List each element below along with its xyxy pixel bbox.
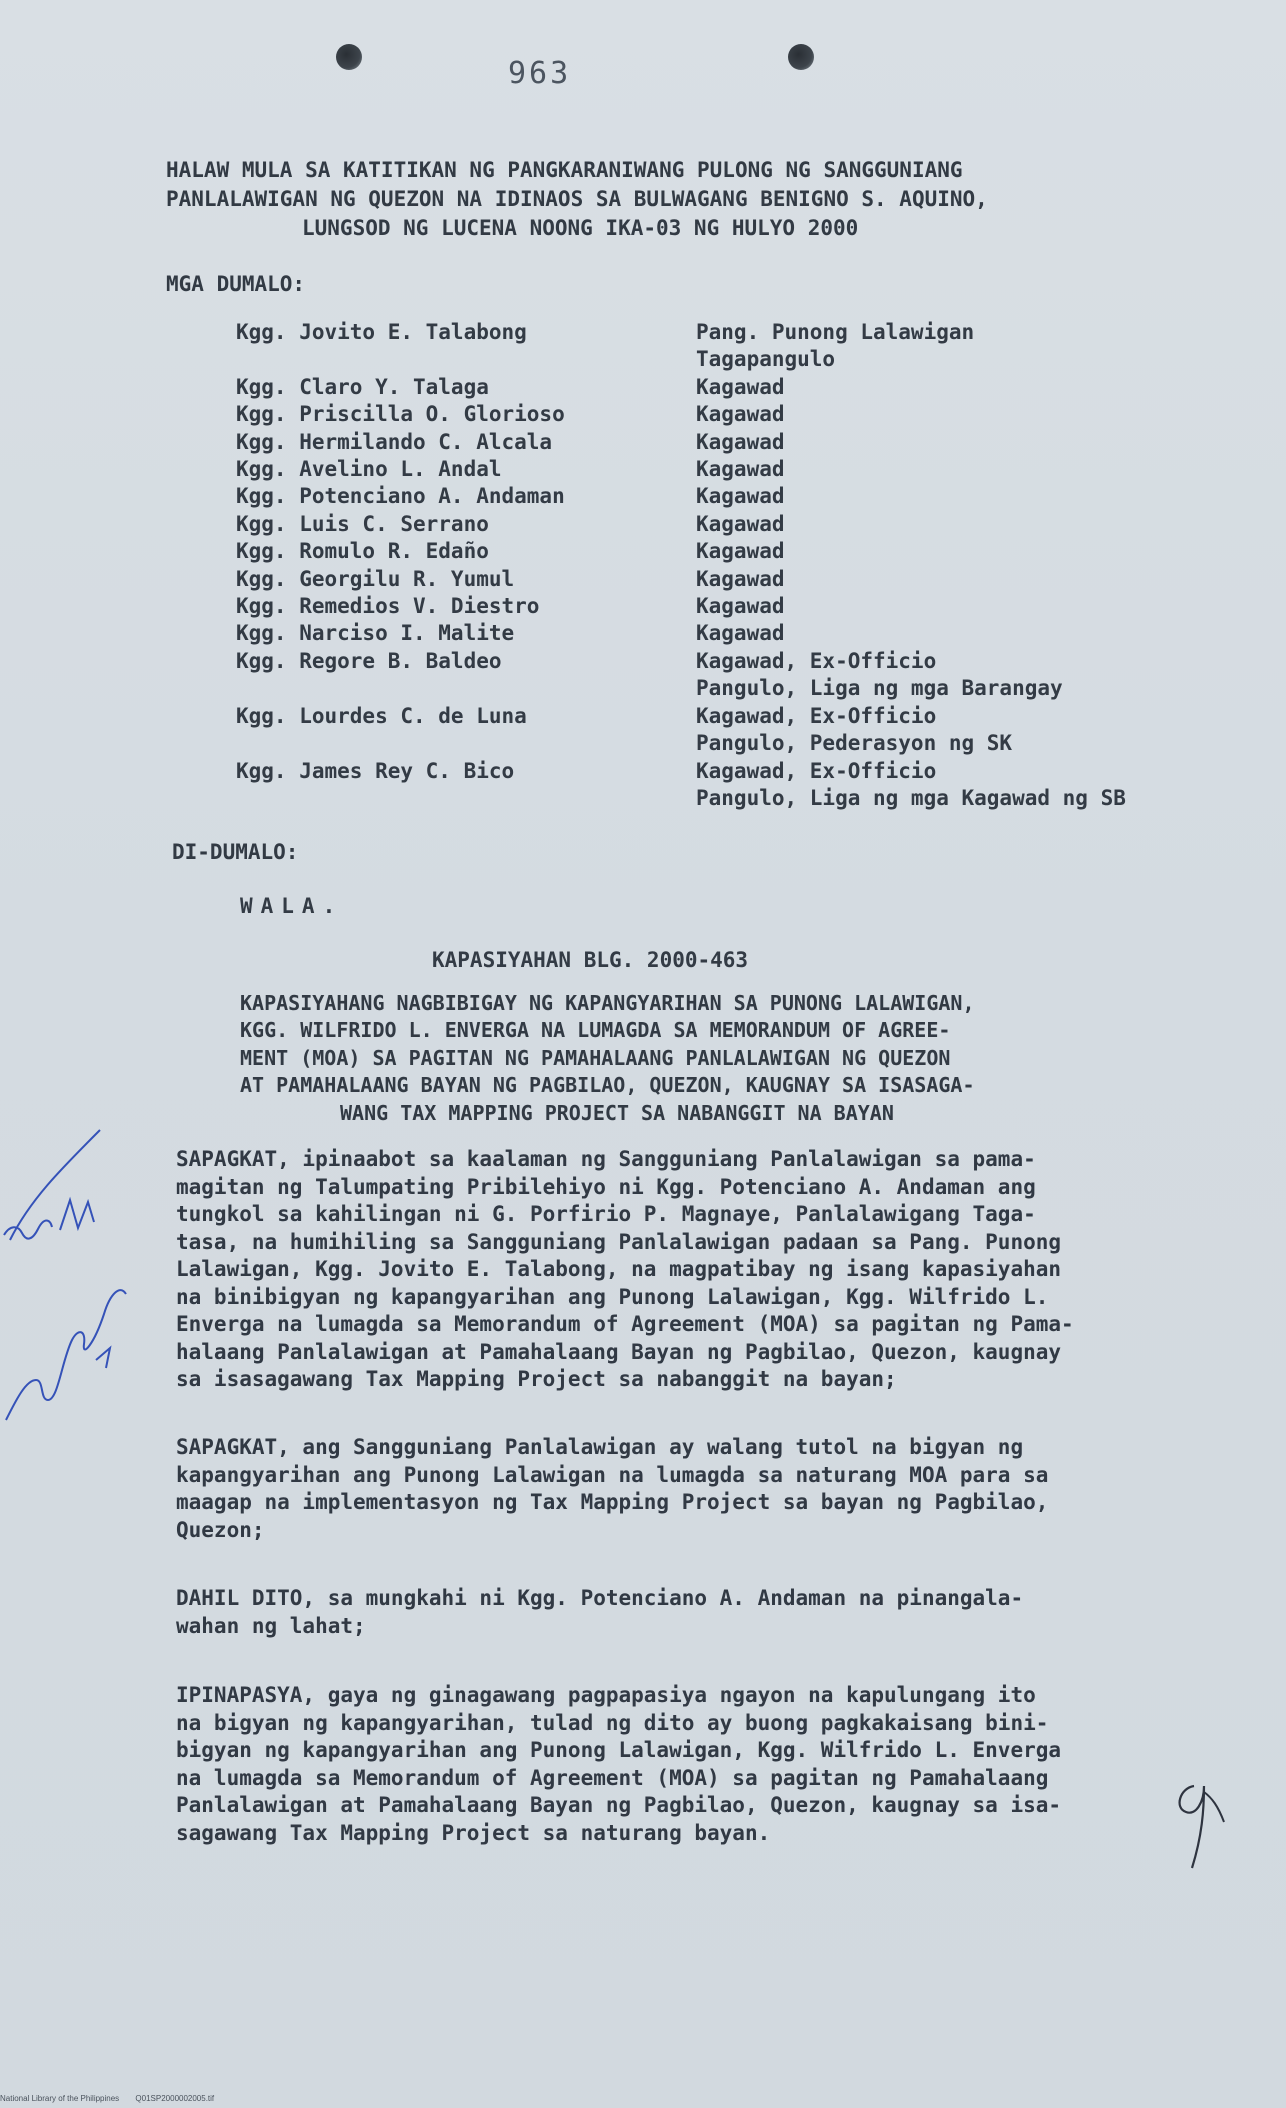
attendee-name: Kgg. Narciso I. Malite — [236, 621, 515, 646]
attendee-position: Kagawad — [696, 429, 785, 454]
paragraph-line: maagap na implementasyon ng Tax Mapping Project sa bayan ng Pagbilao, — [176, 1490, 1049, 1514]
attendee-name: Kgg. Romulo R. Edaño — [236, 539, 489, 564]
attendee-position: Kagawad — [696, 374, 785, 399]
whereas-paragraph-2 — [176, 1434, 1136, 1544]
paragraph-line: na lumagda sa Memorandum of Agreement (MOA) sa pagitan ng Pamahalaang — [176, 1765, 1049, 1790]
attendee-name: Kgg. Claro Y. Talaga — [236, 374, 489, 399]
attendee-name: Kgg. Georgilu R. Yumul — [236, 566, 515, 591]
attendee-position: Kagawad — [696, 457, 785, 482]
paragraph-line: tungkol sa kahilingan ni G. Porfirio P. Magnaye, Panlalawigang Taga- — [176, 1202, 1036, 1226]
attendee-position-2: Tagapangulo — [696, 347, 836, 372]
attendee-position: Kagawad, Ex-Officio — [696, 758, 937, 783]
resolution-title-line: KGG. WILFRIDO L. ENVERGA NA LUMAGDA SA MEMORANDUM OF AGREE- — [240, 1018, 951, 1043]
attendee-row — [236, 319, 1196, 346]
attendee-row — [236, 538, 1196, 565]
absent-heading: DI-DUMALO: — [172, 840, 299, 864]
attendee-position-2: Pangulo, Pederasyon ng SK — [696, 731, 1013, 756]
resolution-title-line: MENT (MOA) SA PAGITAN NG PAMAHALAANG PANLALAWIGAN NG QUEZON — [240, 1045, 951, 1070]
attendee-name: Kgg. Luis C. Serrano — [236, 511, 489, 536]
attendee-name: Kgg. Hermilando C. Alcala — [236, 429, 553, 454]
paragraph-line: IPINAPASYA, gaya ng ginagawang pagpapasiya ngayon na kapulungang ito — [176, 1683, 1036, 1707]
attendee-position-2: Pangulo, Liga ng mga Kagawad ng SB — [696, 785, 1126, 810]
paragraph-line: na binibigyan ng kapangyarihan ang Punong Lalawigan, Kgg. Wilfrido L. — [176, 1284, 1049, 1309]
attendee-row — [236, 593, 1196, 620]
paragraph-line: na bigyan ng kapangyarihan, tulad ng dito ay buong pagkakaisang bini- — [176, 1710, 1049, 1735]
handwritten-margin-notes — [0, 1120, 150, 1460]
paragraph-line: magitan ng Talumpating Pribilehiyo ni Kgg. Potenciano A. Andaman ang — [176, 1174, 1036, 1199]
attendee-position: Kagawad, Ex-Officio — [696, 648, 937, 673]
attendee-row — [236, 511, 1196, 538]
paragraph-line: halaang Panlalawigan at Pamahalaang Bayan ng Pagbilao, Quezon, kaugnay — [176, 1339, 1062, 1364]
attendee-row — [236, 483, 1196, 510]
present-heading: MGA DUMALO: — [166, 272, 306, 296]
attendee-position: Kagawad — [696, 566, 785, 591]
page-number: 963 — [508, 56, 572, 91]
header-line: HALAW MULA SA KATITIKAN NG PANGKARANIWANG PULONG NG SANGGUNIANG — [166, 158, 963, 182]
attendee-row — [236, 401, 1196, 428]
attendee-row — [236, 758, 1196, 785]
attendee-name: Kgg. Priscilla O. Glorioso — [236, 402, 565, 427]
attendee-row — [236, 620, 1196, 647]
header-line: LUNGSOD NG LUCENA NOONG IKA-03 NG HULYO 2000 — [302, 216, 859, 240]
attendee-row — [236, 785, 1196, 812]
header-line: PANLALAWIGAN NG QUEZON NA IDINAOS SA BULWAGANG BENIGNO S. AQUINO, — [166, 187, 988, 211]
paragraph-line: Lalawigan, Kgg. Jovito E. Talabong, na magpatibay ng isang kapasiyahan — [176, 1257, 1062, 1281]
paragraph-line: DAHIL DITO, sa mungkahi ni Kgg. Potenciano A. Andaman na pinangala- — [176, 1586, 1024, 1610]
resolution-title-line: KAPASIYAHANG NAGBIBIGAY NG KAPANGYARIHAN SA PUNONG LALAWIGAN, — [240, 991, 975, 1015]
paragraph-line: kapangyarihan ang Punong Lalawigan na lumagda sa naturang MOA para sa — [176, 1462, 1049, 1487]
attendee-position: Kagawad — [696, 402, 785, 427]
attendance-list — [236, 319, 1196, 812]
minutes-header — [166, 156, 1066, 243]
attendee-position: Kagawad — [696, 511, 785, 536]
attendee-position-2: Pangulo, Liga ng mga Barangay — [696, 676, 1063, 701]
footer-file: Q01SP2000002005.tif — [135, 2094, 215, 2103]
footer-library: National Library of the Philippines — [0, 2094, 120, 2103]
resolution-title-line: WANG TAX MAPPING PROJECT SA NABANGGIT NA BAYAN — [340, 1100, 894, 1125]
paragraph-line: sa isasagawang Tax Mapping Project sa nabanggit na bayan; — [176, 1367, 897, 1391]
resolved-paragraph — [176, 1682, 1136, 1847]
paragraph-line: tasa, na humihiling sa Sangguniang Panlalawigan padaan sa Pang. Punong — [176, 1229, 1062, 1254]
attendee-name: Kgg. James Rey C. Bico — [236, 758, 515, 783]
attendee-name: Kgg. Jovito E. Talabong — [236, 320, 527, 344]
punch-hole-left — [336, 44, 362, 70]
punch-hole-right — [788, 44, 814, 70]
resolution-title — [240, 990, 1120, 1127]
paragraph-line: wahan ng lahat; — [176, 1613, 366, 1638]
handwritten-page-mark — [1164, 1766, 1234, 1876]
attendee-name: Kgg. Potenciano A. Andaman — [236, 484, 565, 509]
resolution-title-line: AT PAMAHALAANG BAYAN NG PAGBILAO, QUEZON, KAUGNAY SA ISASAGA- — [240, 1073, 975, 1098]
attendee-row — [236, 429, 1196, 456]
attendee-position: Pang. Punong Lalawigan — [696, 320, 975, 344]
attendee-row — [236, 456, 1196, 483]
paragraph-line: SAPAGKAT, ipinaabot sa kaalaman ng Sangguniang Panlalawigan sa pama- — [176, 1147, 1036, 1171]
scan-footer — [0, 2094, 228, 2103]
paragraph-line: Enverga na lumagda sa Memorandum of Agreement (MOA) sa pagitan ng Pama- — [176, 1312, 1074, 1336]
attendee-position: Kagawad — [696, 621, 785, 646]
attendee-position: Kagawad — [696, 594, 785, 619]
paragraph-line: Panlalawigan at Pamahalaang Bayan ng Pagbilao, Quezon, kaugnay sa isa- — [176, 1793, 1062, 1817]
paragraph-line: Quezon; — [176, 1517, 265, 1542]
attendee-row — [236, 346, 1196, 373]
attendee-row — [236, 648, 1196, 675]
attendee-position: Kagawad — [696, 539, 785, 564]
attendee-position: Kagawad — [696, 484, 785, 509]
attendee-name: Kgg. Lourdes C. de Luna — [236, 703, 527, 728]
therefore-paragraph — [176, 1585, 1136, 1640]
paragraph-line: SAPAGKAT, ang Sangguniang Panlalawigan ay walang tutol na bigyan ng — [176, 1435, 1024, 1459]
whereas-paragraph-1 — [176, 1146, 1136, 1394]
attendee-row — [236, 566, 1196, 593]
attendee-position: Kagawad, Ex-Officio — [696, 703, 937, 728]
attendee-row — [236, 675, 1196, 702]
attendee-name: Kgg. Avelino L. Andal — [236, 457, 502, 482]
attendee-row — [236, 730, 1196, 757]
resolution-number: KAPASIYAHAN BLG. 2000-463 — [432, 948, 749, 972]
absent-value: WALA. — [240, 894, 344, 918]
paragraph-line: sagawang Tax Mapping Project sa naturang bayan. — [176, 1820, 771, 1845]
attendee-row — [236, 374, 1196, 401]
attendee-row — [236, 703, 1196, 730]
attendee-name: Kgg. Regore B. Baldeo — [236, 648, 502, 673]
attendee-name: Kgg. Remedios V. Diestro — [236, 594, 540, 619]
paragraph-line: bigyan ng kapangyarihan ang Punong Lalawigan, Kgg. Wilfrido L. Enverga — [176, 1738, 1062, 1762]
